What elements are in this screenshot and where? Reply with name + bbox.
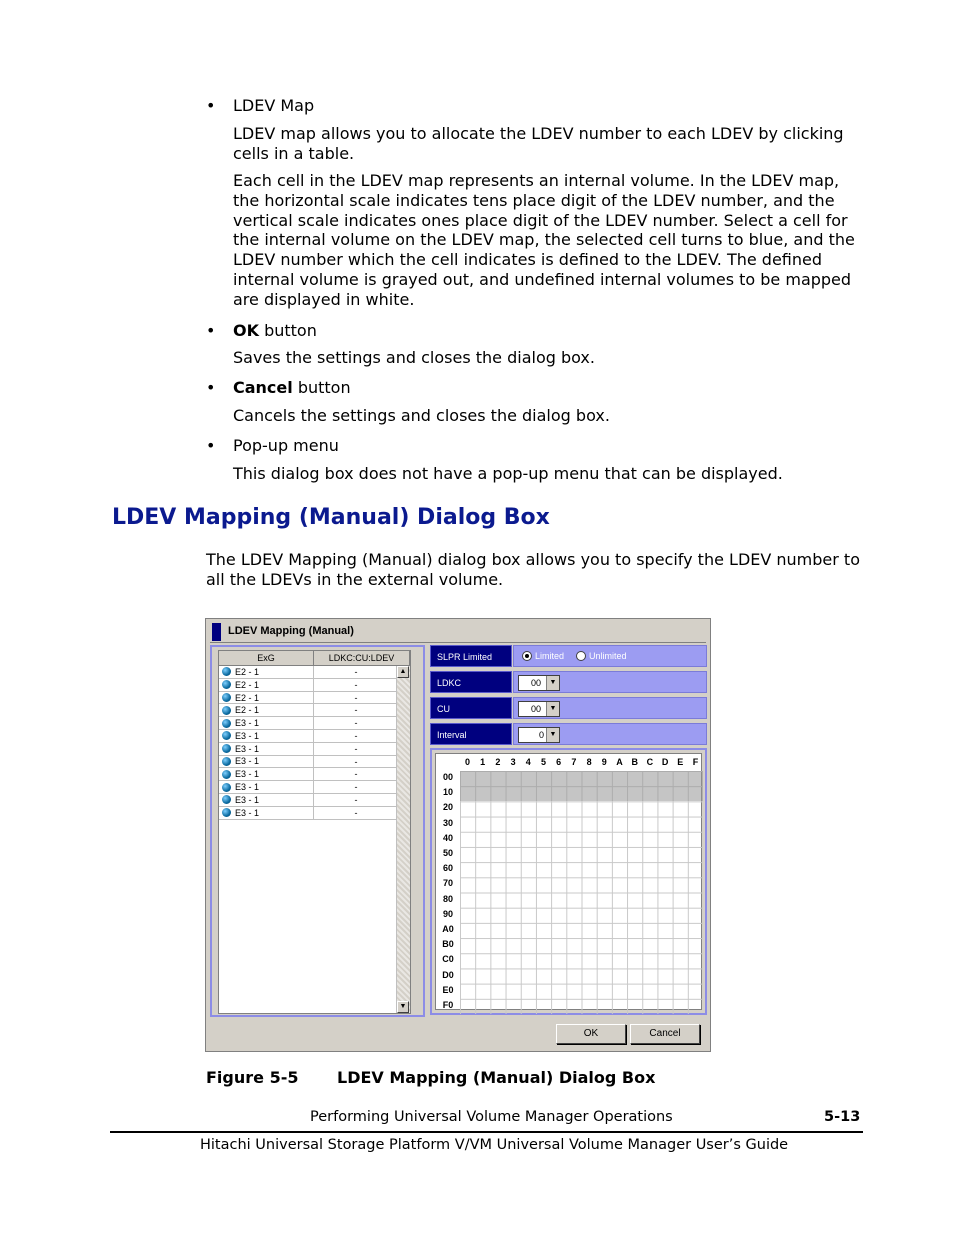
footer-book-title: Hitachi Universal Storage Platform V/VM Universal Volume Manager User’s Guide [200, 1137, 789, 1153]
table-row[interactable] [219, 768, 398, 781]
map-column-header: B [631, 757, 638, 767]
volume-globe-icon [222, 667, 231, 676]
map-column-header: 6 [556, 757, 562, 767]
table-row[interactable] [219, 743, 398, 756]
volume-globe-icon [222, 719, 231, 728]
bullet-dot: • [206, 321, 216, 340]
exg-label: E3 - 1 [235, 743, 260, 754]
ldev-cell: - [354, 718, 358, 729]
bullet-title: Pop-up menu [233, 436, 339, 455]
radio-unlimited[interactable] [576, 651, 627, 661]
bullet-title: LDEV Map [233, 96, 315, 115]
ldev-cell: - [354, 730, 358, 741]
ldev-list-panel [210, 645, 425, 1017]
ldev-cell: - [354, 756, 358, 767]
map-row-header: 00 [442, 772, 453, 782]
interval-field-area [513, 723, 707, 745]
volume-globe-icon [222, 808, 231, 817]
bullet-dot: • [206, 378, 216, 397]
ldev-cell: - [354, 769, 358, 780]
exg-label: E2 - 1 [235, 692, 260, 703]
ldev-cell: - [354, 743, 358, 754]
map-row-header: 70 [442, 878, 453, 889]
radio-limited-label: Limited [535, 651, 565, 661]
table-row[interactable] [219, 794, 398, 807]
cancel-button[interactable]: Cancel [630, 1024, 700, 1044]
exg-cell [219, 717, 314, 729]
exg-cell [219, 743, 314, 755]
table-row[interactable] [219, 730, 398, 743]
defined-cells [460, 771, 703, 801]
cu-field-area [513, 697, 707, 719]
figure-number: Figure 5-5 [206, 1068, 299, 1087]
table-row[interactable] [219, 807, 398, 820]
dropdown-arrow-icon[interactable]: ▼ [546, 676, 559, 690]
exg-cell [219, 807, 314, 819]
ldev-map [435, 753, 702, 1010]
ldev-cell: - [354, 782, 358, 793]
ldev-table [218, 650, 411, 1014]
ldev-cell: - [354, 807, 358, 818]
exg-cell [219, 794, 314, 806]
intro-paragraph: The LDEV Mapping (Manual) dialog box allows you to specify the LDEV number to all the LDEVs in the external volume. [206, 550, 860, 589]
volume-globe-icon [222, 795, 231, 804]
exg-label: E3 - 1 [235, 782, 260, 793]
scroll-up-button[interactable]: ▲ [397, 666, 409, 678]
ldev-cell: - [354, 794, 358, 805]
map-column-header: A [616, 757, 623, 767]
exg-label: E2 - 1 [235, 679, 260, 690]
ok-button[interactable]: OK [556, 1024, 626, 1044]
map-column-header: 0 [464, 757, 470, 767]
map-row-header: F0 [442, 1000, 454, 1010]
ldkc-label: LDKC [430, 671, 512, 693]
map-row-header: 30 [442, 817, 453, 828]
scroll-down-button[interactable]: ▼ [397, 1001, 409, 1013]
title-marker [212, 623, 221, 641]
table-row[interactable] [219, 717, 398, 730]
exg-cell [219, 666, 314, 678]
ldev-map-grid[interactable] [460, 771, 703, 1014]
exg-label: E3 - 1 [235, 730, 260, 741]
radio-empty-icon [576, 651, 586, 661]
volume-globe-icon [222, 783, 231, 792]
table-row[interactable] [219, 704, 398, 717]
interval-value: 0 [539, 730, 545, 740]
map-row-header: D0 [442, 969, 454, 980]
exg-cell [219, 692, 314, 704]
dialog-title: LDEV Mapping (Manual) [228, 625, 354, 637]
interval-select[interactable] [518, 727, 560, 743]
map-column-header: 8 [586, 757, 592, 767]
map-column-header: 3 [510, 757, 516, 767]
volume-globe-icon [222, 693, 231, 702]
paragraph: Saves the settings and closes the dialog box. [233, 348, 595, 367]
ldkc-select[interactable] [518, 675, 560, 691]
map-row-header: A0 [442, 924, 454, 934]
map-column-header: 5 [540, 757, 546, 767]
exg-label: E3 - 1 [235, 769, 260, 780]
exg-cell [219, 781, 314, 793]
bullet-title: OK button [233, 321, 317, 340]
map-column-header: 7 [571, 757, 577, 767]
paragraph: Each cell in the LDEV map represents an internal volume. In the LDEV map, the horizontal scale indicates tens place digit of the LDEV number, and the vertical scale indicates ones place digit of the LDEV number. Select a cell for the internal volume on the LDEV map, the selected cell turns to blue, and the LDEV number which the cell indicates is defined to the LDEV. The defined internal volume is grayed out, and undefined internal volumes to be mapped are displayed in white. [233, 171, 855, 309]
vertical-scrollbar[interactable] [396, 666, 410, 1013]
volume-globe-icon [222, 744, 231, 753]
exg-label: E3 - 1 [235, 718, 260, 729]
map-row-header: E0 [442, 984, 454, 995]
map-row-header: 60 [442, 863, 453, 874]
map-column-header: 9 [601, 757, 607, 767]
ldev-mapping-dialog [205, 618, 711, 1052]
map-row-header: B0 [442, 939, 454, 950]
bullet-title: Cancel button [233, 378, 351, 397]
exg-cell [219, 704, 314, 716]
ldkc-field-area [513, 671, 707, 693]
map-column-header: F [692, 757, 699, 767]
ldev-cell: - [354, 705, 358, 716]
ldkc-value: 00 [531, 678, 542, 688]
exg-cell [219, 756, 314, 768]
map-column-header: C [646, 757, 654, 767]
map-column-header: 4 [525, 757, 531, 767]
volume-globe-icon [222, 770, 231, 779]
paragraph: This dialog box does not have a pop-up menu that can be displayed. [233, 464, 783, 483]
figure-caption: LDEV Mapping (Manual) Dialog Box [337, 1068, 656, 1087]
table-row[interactable] [219, 756, 398, 769]
paragraph: Cancels the settings and closes the dialog box. [233, 406, 610, 425]
table-row[interactable] [219, 781, 398, 794]
map-row-header: C0 [442, 954, 454, 965]
interval-label: Interval [430, 723, 512, 745]
table-row[interactable] [219, 692, 398, 705]
dropdown-arrow-icon[interactable]: ▼ [546, 702, 559, 716]
paragraph: LDEV map allows you to allocate the LDEV number to each LDEV by clicking cells in a table. [233, 124, 844, 163]
map-row-header: 20 [442, 802, 453, 813]
exg-cell [219, 679, 314, 691]
exg-label: E3 - 1 [235, 794, 260, 805]
exg-label: E2 - 1 [235, 705, 260, 716]
ldev-cell: - [354, 679, 358, 690]
table-row[interactable] [219, 679, 398, 692]
exg-label: E3 - 1 [235, 756, 260, 767]
map-row-header: 90 [442, 908, 453, 919]
slpr-limited-label: SLPR Limited [430, 645, 512, 667]
bullet-dot: • [206, 436, 216, 455]
map-row-header: 40 [442, 832, 453, 843]
exg-cell [219, 768, 314, 780]
column-header-ldev[interactable]: LDKC:CU:LDEV [314, 651, 410, 666]
volume-globe-icon [222, 731, 231, 740]
footer-page-number: 5-13 [824, 1109, 861, 1125]
exg-label: E3 - 1 [235, 807, 260, 818]
cu-label: CU [430, 697, 512, 719]
radio-limited[interactable] [522, 651, 564, 661]
map-row-header: 80 [442, 893, 453, 904]
dropdown-arrow-icon[interactable]: ▼ [546, 728, 559, 742]
exg-cell [219, 730, 314, 742]
cu-select[interactable] [518, 701, 560, 717]
section-heading: LDEV Mapping (Manual) Dialog Box [112, 505, 550, 530]
map-row-header: 10 [442, 787, 453, 798]
map-column-header: 2 [495, 757, 501, 767]
column-header-exg[interactable]: ExG [219, 651, 314, 666]
cu-value: 00 [531, 704, 542, 714]
title-divider [210, 642, 706, 643]
footer-chapter: Performing Universal Volume Manager Operations [310, 1109, 673, 1125]
exg-label: E2 - 1 [235, 666, 260, 677]
map-row-header: 50 [442, 848, 453, 858]
map-column-header: E [677, 757, 684, 767]
volume-globe-icon [222, 757, 231, 766]
footer-rule [110, 1131, 863, 1133]
ldev-map-panel [430, 748, 707, 1015]
radio-selected-icon [522, 651, 532, 661]
volume-globe-icon [222, 680, 231, 689]
table-header [219, 651, 410, 666]
map-column-header: 1 [480, 757, 486, 767]
map-column-header: D [661, 757, 669, 767]
slpr-options [513, 645, 707, 667]
radio-unlimited-label: Unlimited [589, 651, 627, 661]
table-body [219, 666, 410, 820]
table-row[interactable] [219, 666, 398, 679]
bullet-dot: • [206, 96, 216, 115]
volume-globe-icon [222, 706, 231, 715]
ldev-cell: - [354, 692, 358, 703]
ldev-cell: - [354, 667, 358, 677]
